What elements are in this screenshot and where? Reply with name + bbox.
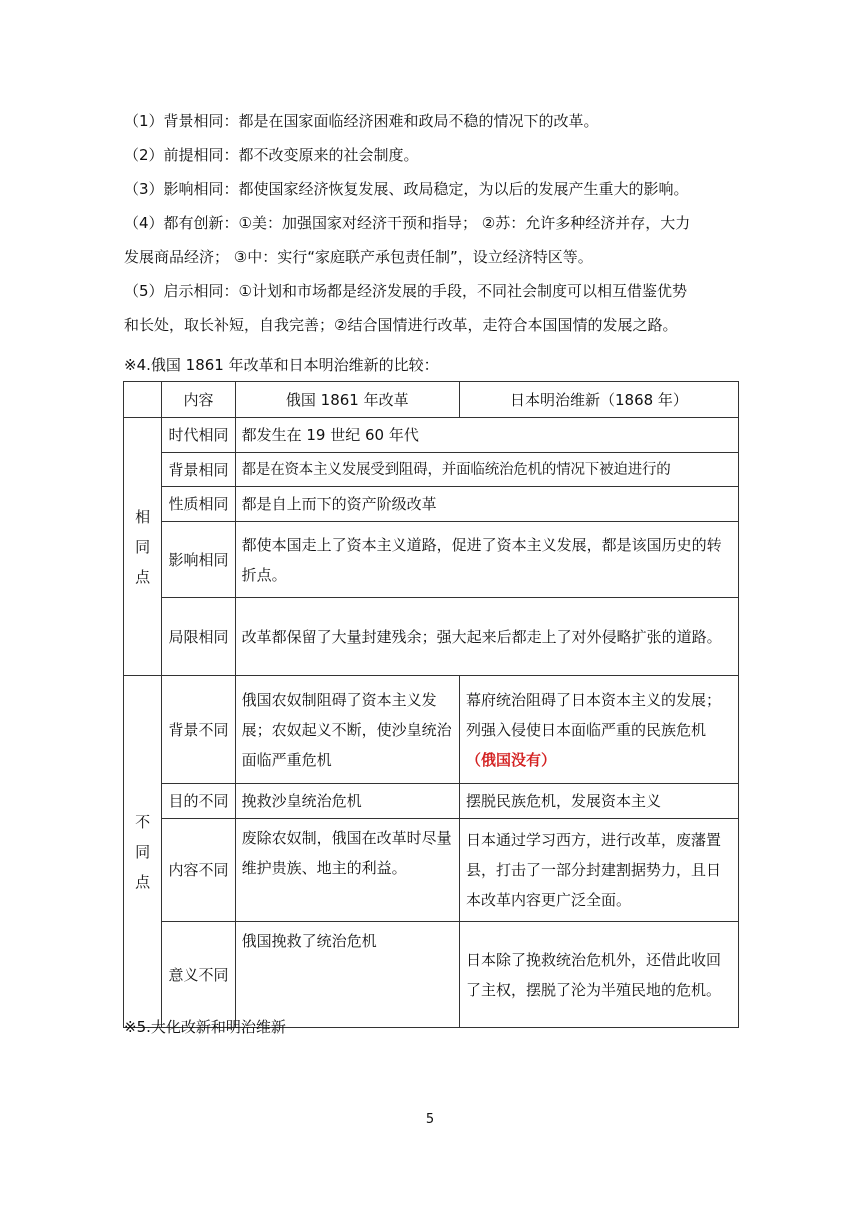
row-label: 内容不同 [162,819,235,922]
same-group-char-1: 相 [135,507,151,526]
same-points-group-label [124,418,162,676]
row-label: 局限相同 [162,598,235,676]
table-row [124,418,739,453]
russia-cell: 俄国农奴制阻碍了资本主义发展；农奴起义不断，使沙皇统治面临严重危机 [235,676,459,784]
diff-group-char-2: 同 [135,842,151,861]
paragraph-3: （3）影响相同：都使国家经济恢复发展、政局稳定，为以后的发展产生重大的影响。 [124,180,689,198]
row-label: 性质相同 [162,487,235,522]
same-group-char-2: 同 [135,537,151,556]
row-text: 都发生在 19 世纪 60 年代 [235,418,738,453]
russia-cell: 俄国挽救了统治危机 [235,922,459,1028]
row-label: 意义不同 [162,922,235,1028]
table-row [124,676,739,784]
header-content-cell: 内容 [162,382,235,418]
row-label: 目的不同 [162,784,235,819]
paragraph-2: （2）前提相同：都不改变原来的社会制度。 [124,146,419,164]
japan-cell [459,676,738,784]
diff-group-char-3: 点 [135,872,151,891]
table-row [124,487,739,522]
paragraph-4-line-1: （4）都有创新：①美：加强国家对经济干预和指导； ②苏：允许多种经济并存，大力 [124,214,691,232]
highlight-note: （俄国没有） [465,750,556,769]
russia-cell: 挽救沙皇统治危机 [235,784,459,819]
row-label: 影响相同 [162,522,235,598]
section-heading-5: ※5.大化改新和明治维新 [124,1018,286,1036]
paragraph-5 [124,274,744,342]
table-row [124,598,739,676]
paragraph-5-line-1: （5）启示相同：①计划和市场都是经济发展的手段，不同社会制度可以相互借鉴优势 [124,282,687,300]
japan-cell: 摆脱民族危机，发展资本主义 [459,784,738,819]
table-row [124,453,739,487]
table-header-row [124,382,739,418]
header-japan-cell: 日本明治维新（1868 年） [459,382,738,418]
row-text: 都是在资本主义发展受到阻碍，并面临统治危机的情况下被迫进行的 [235,453,738,487]
row-text: 都是自上而下的资产阶级改革 [235,487,738,522]
same-group-char-3: 点 [135,567,151,586]
paragraph-4 [124,206,744,274]
header-russia-cell: 俄国 1861 年改革 [235,382,459,418]
russia-cell: 废除农奴制，俄国在改革时尽量维护贵族、地主的利益。 [235,819,459,922]
paragraph-4-line-2: 发展商品经济； ③中：实行“家庭联产承包责任制”，设立经济特区等。 [124,248,593,266]
japan-cell: 日本通过学习西方，进行改革，废藩置县，打击了一部分封建割据势力，且日本改革内容更广泛全面。 [459,819,738,922]
different-points-group-label [124,676,162,1028]
table-row [124,522,739,598]
paragraph-1: （1）背景相同：都是在国家面临经济困难和政局不稳的情况下的改革。 [124,112,599,130]
table-row [124,819,739,922]
japan-cell: 日本除了挽救统治危机外，还借此收回了主权，摆脱了沦为半殖民地的危机。 [459,922,738,1028]
japan-cell-text: 幕府统治阻碍了日本资本主义的发展；列强入侵使日本面临严重的民族危机 [465,690,721,739]
header-blank-cell [124,382,162,418]
row-label: 时代相同 [162,418,235,453]
row-label: 背景相同 [162,453,235,487]
section-heading-4: ※4.俄国 1861 年改革和日本明治维新的比较： [124,356,439,374]
row-label: 背景不同 [162,676,235,784]
page-number: 5 [425,1112,435,1127]
diff-group-char-1: 不 [135,812,151,831]
paragraph-5-line-2: 和长处，取长补短，自我完善；②结合国情进行改革，走符合本国国情的发展之路。 [124,316,678,334]
row-text: 都使本国走上了资本主义道路，促进了资本主义发展，都是该国历史的转折点。 [235,522,738,598]
comparison-table [123,381,739,1028]
table-row [124,784,739,819]
row-text: 改革都保留了大量封建残余；强大起来后都走上了对外侵略扩张的道路。 [235,598,738,676]
